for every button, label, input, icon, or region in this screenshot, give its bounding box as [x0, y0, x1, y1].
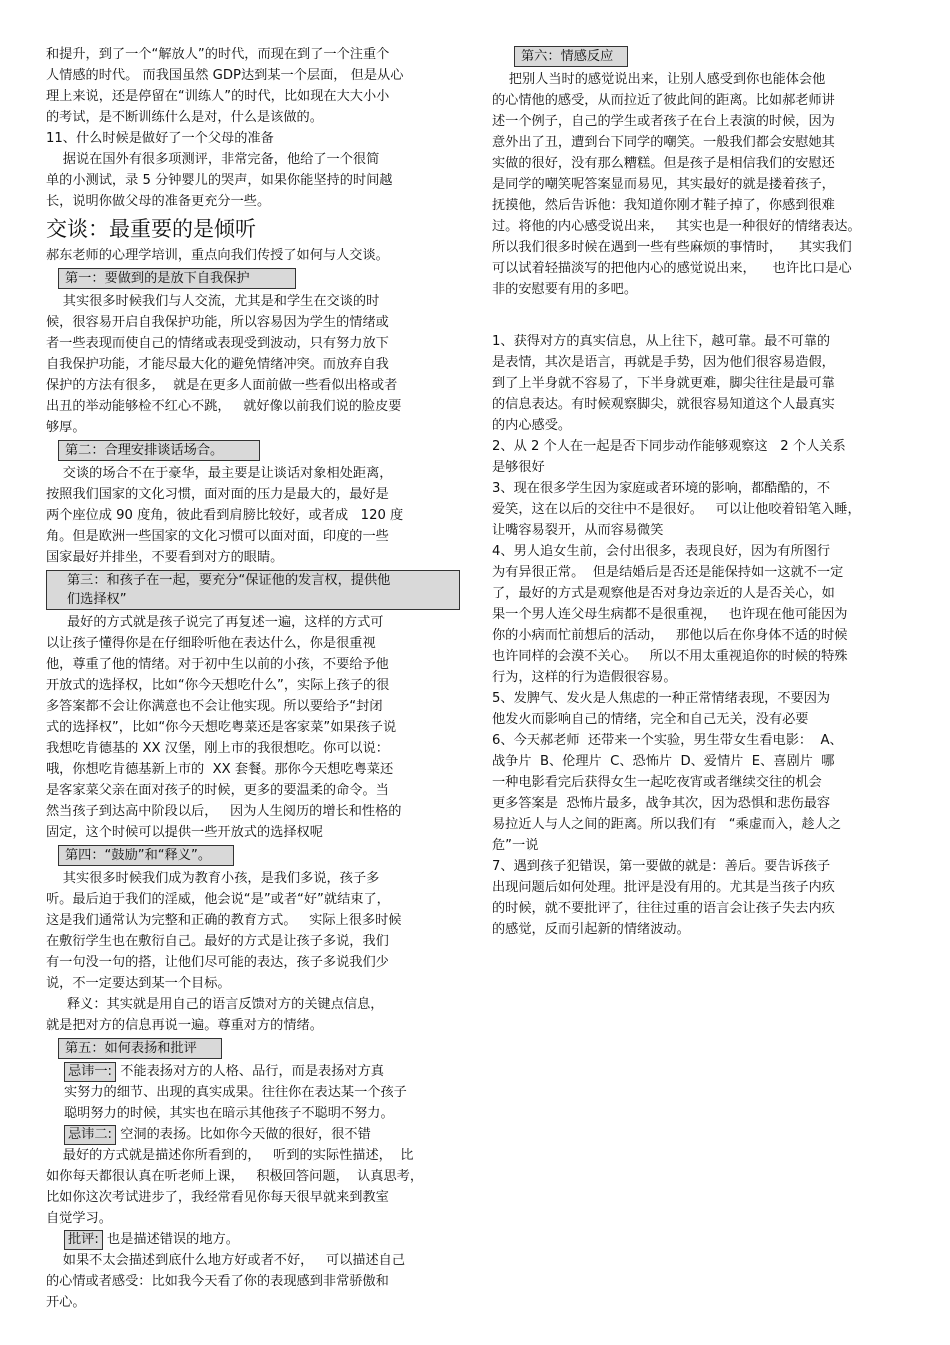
praise-method: 最好的方式就是描述你所看到的， 听到的实际性描述， 比 如你每天都很认真在听老师上课， 积极回答问题， 认真思考， 比如你这次考试进步了，我经常看见你每天很早就来到教室 自觉学习。	[46, 1148, 424, 1226]
taboo-1-label: 忌讳一:	[64, 1062, 116, 1082]
section-6-body: 把别人当时的感觉说出来，让别人感受到你也能体会他 的心情他的感受，从而拉近了彼此间的距离。比如郝老师讲 述一个例子，自己的学生或者孩子在台上表演的时候，因为 意外出了丑，遭到台下同学的嘲笑。一般我们都会安慰她其 实做的很好，没有那么糟糕。但是孩子是相信我们的安慰还 是同学的嘲笑呢答案显而易见，其实最好的就是搂着孩子， 抚摸他，然后告诉他：我知道你刚才鞋子掉了，你感到很难 过。将他的内心感受说出来， 其实也是一种很好的情绪表达。 所以我们很多时候在遇到一些有些麻烦的事情时， 其实我们 可以试着轻描淡写的把他内心的感觉说出来， 也许比口是心 非的安慰要有用的多吧。	[492, 72, 861, 297]
section-heading: 交谈：最重要的是倾听	[46, 217, 256, 241]
criticism-text: 也是描述错误的地方。	[102, 1232, 239, 1247]
list-item-7: 7、遇到孩子犯错误，第一要做的就是：善后。要告诉孩子 出现问题后如何处理。批评是没有用的。尤其是当孩子内疚 的时候，就不要批评了，往往过重的语言会让孩子失去内疚 的感觉，反而引起新的情绪波动。	[492, 859, 835, 937]
taboo-2	[46, 1124, 464, 1145]
section-1-title: 第一：要做到的是放下自我保护	[58, 268, 296, 289]
intro-paragraph: 和提升，到了一个“解放人”的时代，而现在到了一个注重个 人情感的时代。 而我国虽然 GDP达到某一个层面， 但是从心 理上来说，还是停留在“训练人”的时代，比如现在大大小小 的考试，是不断训练什么是对，什么是该做的。	[46, 47, 404, 125]
criticism-body: 如果不太会描述到底什么地方好或者不好， 可以描述自己 的心情或者感受：比如我今天看了你的表现感到非常骄傲和 开心。	[46, 1253, 406, 1310]
section-4-title: 第四：“鼓励”和“释义”。	[58, 845, 234, 866]
section-6-title: 第六：情感反应	[514, 46, 628, 67]
section-2-body: 交谈的场合不在于豪华，最主要是让谈话对象相处距离， 按照我们国家的文化习惯，面对面的压力是最大的，最好是 两个座位成 90 度角，彼此看到肩膀比较好，或者成 120 度 角。但是欧洲一些国家的文化习惯可以面对面，印度的一些 国家最好并排坐，不要看到对方的眼睛。	[46, 466, 404, 565]
section-4-body: 其实很多时候我们成为教育小孩，是我们多说，孩子多 听。最后迫于我们的淫威，他会说“是”或者“好”就结束了， 这是我们通常认为完整和正确的教育方式。 实际上很多时候 在敷衍学生也在敷衍自己。最好的方式是让孩子多说，我们 有一句没一句的搭，让他们尽可能的表达，孩子多说我们少 说，不一定要达到某一个目标。	[46, 871, 402, 991]
list-item-2: 2、从 2 个人在一起是否下同步动作能够观察这 2 个人关系 是够很好	[492, 439, 846, 475]
section-1-body: 其实很多时候我们与人交流，尤其是和学生在交谈的时 候，很容易开启自我保护功能，所以容易因为学生的情绪或 者一些表现而使自己的情绪或表现受到波动，只有努力放下 自我保护功能，才能尽最大化的避免情绪冲突。而放弃自我 保护的方法有很多， 就是在更多人面前做一些看似出格或者 出丑的举动能够检不红心不跳， 就好像以前我们说的脸皮要 够厚。	[46, 294, 402, 435]
section-5-title: 第五：如何表扬和批评	[58, 1038, 222, 1059]
list-item-4: 4、男人追女生前，会付出很多，表现良好，因为有所图行 为有异很正常。 但是结婚后是否还是能保持如一这就不一定 了，最好的方式是观察他是否对身边亲近的人是否关心，如 果一个男人连父母生病都不是很重视， 也许现在他可能因为 你的小病而忙前想后的活动， 那他以后在你身体不适的时候 也许同样的会漠不关心。 所以不用太重视追你的时候的特殊 行为，这样的行为造假很容易。	[492, 544, 848, 685]
section-3-body: 最好的方式就是孩子说完了再复述一遍，这样的方式可 以让孩子懂得你是在仔细聆听他在表达什么，你是很重视 他，尊重了他的情绪。对于初中生以前的小孩，不要给予他 开放式的选择权，比如“你今天想吃什么”，实际上孩子的很 多答案都不会让你满意也不会让他实现。所以要给予“封闭 式的选择权”，比如“你今天想吃粤菜还是客家菜”如果孩子说 我想吃肯德基的 XX 汉堡，刚上市的我很想吃。你可以说： 哦，你想吃肯德基新上市的 XX 套餐。那你今天想吃粤菜还 是客家菜父亲在面对孩子的时候，更多的要温柔的命令。当 然当孩子到达高中阶段以后， 因为人生阅历的增长和性格的 固定，这个时候可以提供一些开放式的选择权呢	[46, 615, 402, 840]
criticism-label: 批评:	[64, 1230, 103, 1250]
question-11-body: 据说在国外有很多项测评，非常完备，他给了一个很简 单的小测试，录 5 分钟婴儿的哭声，如果你能坚持的时间越 长，说明你做父母的准备更充分一些。	[46, 152, 393, 209]
heading-subtitle: 郝东老师的心理学培训，重点向我们传授了如何与人交谈。	[46, 248, 389, 263]
criticism	[46, 1229, 464, 1250]
list-item-6: 6、今天郝老师 还带来一个实验，男生带女生看电影： A、 战争片 B、伦理片 C、恐怖片 D、爱情片 E、喜剧片 哪 一种电影看完后获得女生一起吃夜宵或者继续交往的机会 更多答案是 恐怖片最多，战争其次，因为恐惧和悲伤最容 易拉近人与人之间的距离。所以我们有 “乘虚而入，趁人之 危”一说	[492, 733, 843, 853]
left-column	[46, 44, 464, 1313]
section-3-title: 第三：和孩子在一起，要充分“保证他的发言权，提供他 们选择权”	[46, 570, 460, 610]
list-item-5: 5、发脾气、发火是人焦虑的一种正常情绪表现，不要因为 他发火而影响自己的情绪，完全和自己无关，没有必要	[492, 691, 831, 727]
taboo-1-text: 不能表扬对方的人格、品行，而是表扬对方真 实努力的细节、出现的真实成果。往往你在表达某一个孩子 聪明努力的时候，其实也在暗示其他孩子不聪明不努力。	[64, 1064, 407, 1121]
taboo-2-text: 空洞的表扬。比如你今天做的很好，很不错	[116, 1127, 371, 1142]
taboo-1	[46, 1061, 464, 1124]
list-item-3: 3、现在很多学生因为家庭或者环境的影响，都酷酷的，不 爱笑，这在以后的交往中不是很好。 可以让他咬着铅笔入睡， 让嘴容易裂开，从而容易微笑	[492, 481, 861, 538]
section-2-title: 第二：合理安排谈话场合。	[58, 440, 260, 461]
right-column	[492, 44, 912, 940]
question-11-title: 11、什么时候是做好了一个父母的准备	[46, 131, 274, 146]
section-4-interpretation: 释义：其实就是用自己的语言反馈对方的关键点信息， 就是把对方的信息再说一遍。尊重对方的情绪。	[46, 997, 384, 1033]
taboo-2-label: 忌讳二:	[64, 1125, 116, 1145]
list-item-1: 1、获得对方的真实信息，从上往下，越可靠。最不可靠的 是表情，其次是语言，再就是手势，因为他们很容易造假， 到了上半身就不容易了，下半身就更难，脚尖往往是最可靠 的信息表达。有时候观察脚尖，就很容易知道这个人最真实 的内心感受。	[492, 334, 835, 433]
